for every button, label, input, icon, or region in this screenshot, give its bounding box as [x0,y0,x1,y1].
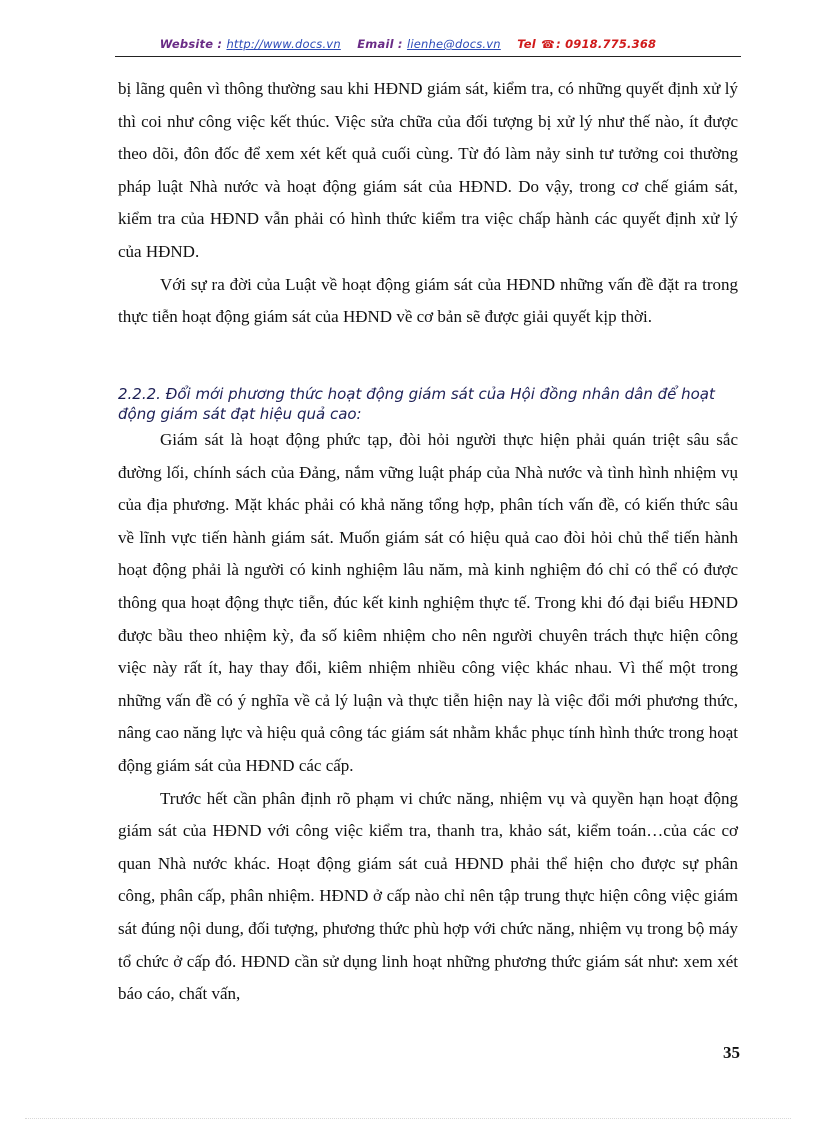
text-block-top [118,73,738,334]
phone-icon: ☎ [541,38,556,51]
header-rule [115,56,741,57]
page-number: 35 [723,1043,740,1062]
paragraph: Trước hết cần phân định rõ phạm vi chức năng, nhiệm vụ và quyền hạn hoạt động giám sát của HĐND với công việc kiểm tra, thanh tra, khảo sát, kiểm toán…của các cơ quan Nhà nước khác. Hoạt động giám sát cuả HĐND phải thể hiện cho được sự phân công, phân cấp, phân nhiệm. HĐND ở cấp nào chỉ nên tập trung thực hiện công việc giám sát đúng nội dung, đối tượng, phương thức phù hợp với chức năng, nhiệm vụ trong bộ máy tổ chức ở cấp đó. HĐND cần sử dụng linh hoạt những phương thức giám sát như: xem xét báo cáo, chất vấn, [118,788,738,1004]
tel-value: : 0918.775.368 [556,37,657,51]
section-heading: 2.2.2. Đổi mới phương thức hoạt động giám sát của Hội đồng nhân dân để hoạt động giám sát đạt hiệu quả cao: [118,385,715,423]
paragraph: bị lãng quên vì thông thường sau khi HĐND giám sát, kiểm tra, có những quyết định xử lý thì coi như công việc kết thúc. Việc sửa chữa của đối tượng bị xử lý như thế nào, ít được theo dõi, đôn đốc để xem xét kết quả cuối cùng. Từ đó làm nảy sinh tư tưởng coi thường pháp luật Nhà nước và hoạt động giám sát của HĐND. Do vậy, trong cơ chế giám sát, kiểm tra của HĐND vẫn phải có hình thức kiểm tra việc chấp hành các quyết định xử lý của HĐND. [118,79,738,261]
paragraph: Với sự ra đời của Luật về hoạt động giám sát của HĐND những vấn đề đặt ra trong thực tiễn hoạt động giám sát của HĐND về cơ bản sẽ được giải quyết kịp thời. [118,274,738,327]
website-link[interactable]: http://www.docs.vn [226,37,341,51]
tel-label: Tel [517,37,536,51]
page-header [0,37,816,51]
email-link[interactable]: lienhe@docs.vn [406,37,501,51]
text-block-bottom [118,424,738,1011]
page-bottom-border [25,1118,791,1119]
paragraph: Giám sát là hoạt động phức tạp, đòi hỏi người thực hiện phải quán triệt sâu sắc đường lối, chính sách của Đảng, nắm vững luật pháp của Nhà nước và tình hình nhiệm vụ của địa phương. Mặt khác phải có khả năng tổng hợp, phân tích vấn đề, có kiến thức sâu về lĩnh vực tiến hành giám sát. Muốn giám sát có hiệu quả cao đòi hỏi chủ thể tiến hành hoạt động phải là người có kinh nghiệm lâu năm, mà kinh nghiệm đó chỉ có thể có được thông qua hoạt động thực tiễn, đúc kết kinh nghiệm thực tế. Trong khi đó đại biểu HĐND được bầu theo nhiệm kỳ, đa số kiêm nhiệm cho nên người chuyên trách thực hiện công việc này rất ít, hay thay đổi, kiêm nhiệm nhiều công việc khác nhau. Vì thế một trong những vấn đề có ý nghĩa về cả lý luận và thực tiễn hiện nay là việc đổi mới phương thức, nâng cao năng lực và hiệu quả công tác giám sát nhằm khắc phục tính hình thức trong hoạt động giám sát của HĐND các cấp. [118,430,738,775]
website-label: Website : [159,37,223,51]
email-label: Email : [357,37,403,51]
